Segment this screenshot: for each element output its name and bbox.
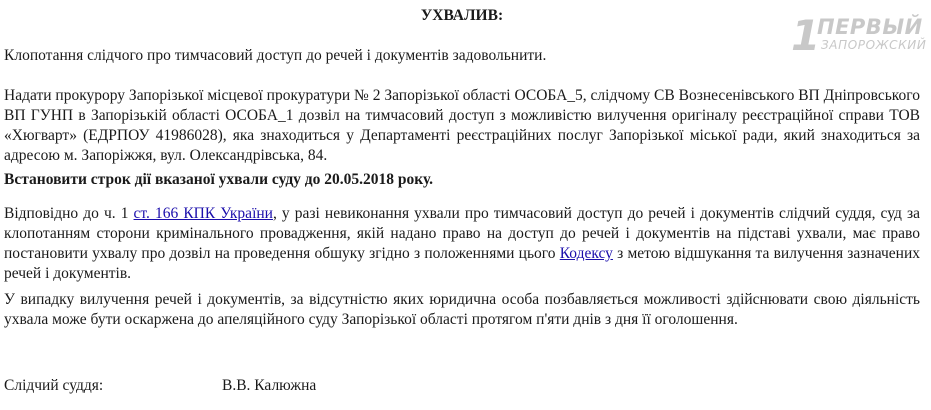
link-article-166[interactable]: ст. 166 КПК України (133, 205, 273, 222)
paragraph-validity-term: Встановити строк дії вказаної ухвали суду до 20.05.2018 року. (4, 171, 434, 188)
logo-number: 1 (791, 11, 821, 60)
signature-name: В.В. Калюжна (222, 377, 317, 394)
paragraph-legal-basis (4, 204, 920, 284)
signature-role: Слідчий суддя: (4, 377, 104, 394)
legal-basis-text-start: Відповідно до ч. 1 (4, 205, 134, 222)
logo-word-second: ЗАПОРОЖСКИЙ (821, 38, 927, 52)
resolution-heading: УХВАЛИВ: (420, 7, 504, 24)
paragraph-appeal: У випадку вилучення речей і документів, за відсутністю яких юридична особа позбавляється можливості здійснювати свою діяльність ухвала може бути оскаржена до апеляційного суду Запорізької області протягом п'яти днів з дня її оголошення. (4, 291, 920, 328)
link-code[interactable]: Кодексу (559, 245, 613, 262)
paragraph-access-permission: Надати прокурору Запорізької місцевої прокуратури № 2 Запорізької області ОСОБА_5, слідчому СВ Вознесенівського ВП Дніпровського ВП ГУНП в Запорізькій області ОСОБА_1 дозвіл на тимчасовий доступ з можливістю вилучення оригіналу реєстраційної справи ТОВ «Хюгварт» (ЕДРПОУ 41986028), яка знаходиться у Департаменті реєстраційних послуг Запорізької міської ради, який знаходиться за адресою м. Запоріжжя, вул. Олександрівська, 84. (4, 87, 920, 164)
legal-basis-text-end: з метою відшукання та вилучення зазначених речей і документів. (4, 245, 920, 282)
signature-block (4, 376, 604, 396)
legal-basis-text-middle: , у разі невиконання ухвали про тимчасовий доступ до речей і документів слідчий суддя, суд за клопотанням сторони кримінального провадження, якій надано право на доступ до речей і документів на підставі ухвали, має право постановити ухвалу про дозвіл на проведення обшуку згідно з положеннями цього (4, 205, 920, 262)
paragraph-motion-granted: Клопотання слідчого про тимчасовий доступ до речей і документів задовольнити. (4, 47, 547, 64)
logo-word-first: ПЕРВЫЙ (817, 15, 923, 39)
